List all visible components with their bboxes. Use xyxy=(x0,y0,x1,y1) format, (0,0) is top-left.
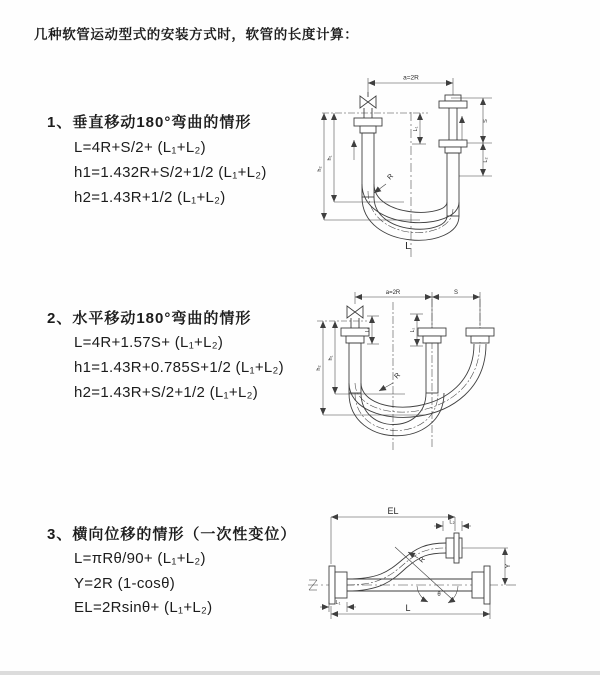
section-3-formula-L: L=πRθ/90+ (L₁+L₂) xyxy=(74,550,206,567)
dimension-l1 xyxy=(365,316,379,344)
dim-label-length: L xyxy=(405,240,411,252)
dim-label-l1: L₁ xyxy=(365,327,371,333)
section-3-formula-EL: EL=2Rsinθ+ (L₁+L₂) xyxy=(74,599,213,616)
dim-label-l2: L₂ xyxy=(410,327,416,333)
section-2-formula-h1: h1=1.43R+0.785S+1/2 (L₁+L₂) xyxy=(74,359,284,376)
dim-label-y: Y xyxy=(505,563,512,569)
diagram-vertical-180-bend xyxy=(316,66,600,266)
section-1-formula-h2: h2=1.43R+1/2 (L₁+L₂) xyxy=(74,189,226,206)
diagram-horizontal-180-bend xyxy=(313,284,598,464)
left-pipe-flange xyxy=(354,108,382,133)
radius-callout xyxy=(408,552,427,564)
middle-pipe-flange xyxy=(418,328,446,343)
right-pipe-flanges xyxy=(439,95,467,153)
dimension-l2 xyxy=(434,520,471,532)
radius-callout xyxy=(379,372,402,391)
dimension-l1 xyxy=(320,600,356,612)
dim-label-r: R xyxy=(386,172,395,182)
section-2-formula-h2: h2=1.43R+S/2+1/2 (L₁+L₂) xyxy=(74,384,259,401)
dim-label-el: EL xyxy=(387,506,399,516)
dimension-l1 xyxy=(412,113,426,144)
s-curve-hose xyxy=(347,543,446,591)
dim-label-h2: h₂ xyxy=(317,166,323,172)
dim-label-theta: θ xyxy=(437,592,441,598)
dim-label-h1: h₁ xyxy=(327,155,333,161)
dim-label-r: R xyxy=(393,371,402,381)
section-3-formula-Y: Y=2R (1-cosθ) xyxy=(74,575,176,592)
dimension-l2 xyxy=(459,143,492,176)
dimension-a2r xyxy=(368,75,453,96)
dim-label-a2r: a=2R xyxy=(403,74,419,82)
section-3-heading: 3、横向位移的情形（一次性变位） xyxy=(47,526,297,543)
braided-hose-right xyxy=(447,153,459,216)
dim-label-l2: L₂ xyxy=(449,519,455,526)
section-2-formula-L: L=4R+1.57S+ (L₁+L₂) xyxy=(74,334,224,351)
section-1-formula-h1: h1=1.432R+S/2+1/2 (L₁+L₂) xyxy=(74,164,267,181)
dim-label-a2r: a=2R xyxy=(385,290,401,296)
dim-label-s: S xyxy=(453,290,459,296)
right-flange-moved xyxy=(446,533,462,563)
braided-hose-left xyxy=(362,133,374,197)
dim-label-l1: L₁ xyxy=(413,126,419,132)
dim-label-l2: L₂ xyxy=(483,157,489,163)
dimension-l xyxy=(331,603,490,619)
radius-callout xyxy=(374,173,395,193)
dimension-a2r xyxy=(355,290,480,328)
dim-label-s: S xyxy=(483,119,489,123)
right-flange-initial xyxy=(472,566,490,604)
page-title: 几种软管运动型式的安装方式时，软管的长度计算： xyxy=(34,27,359,42)
valve-icon xyxy=(347,306,363,328)
dimension-h2 xyxy=(316,321,425,415)
dim-label-r: R xyxy=(418,555,427,565)
moved-pipe-flange xyxy=(466,328,494,343)
diagram-lateral-displacement xyxy=(300,502,600,650)
dimension-el xyxy=(331,506,455,564)
section-2-heading: 2、水平移动180°弯曲的情形 xyxy=(47,310,252,327)
u-bend-hose-moved xyxy=(349,342,486,417)
page-bottom-border xyxy=(0,671,600,675)
dim-label-h2: h₂ xyxy=(316,365,322,371)
section-1-heading: 1、垂直移动180°弯曲的情形 xyxy=(47,114,252,131)
dim-label-h1: h₁ xyxy=(328,355,334,361)
dim-label-l1: L₁ xyxy=(335,600,341,606)
dimension-s xyxy=(432,290,480,297)
dim-label-l: L xyxy=(405,603,411,613)
section-1-formula-L: L=4R+S/2+ (L₁+L₂) xyxy=(74,139,206,156)
u-bend-hose xyxy=(362,184,459,240)
valve-icon xyxy=(360,92,376,108)
